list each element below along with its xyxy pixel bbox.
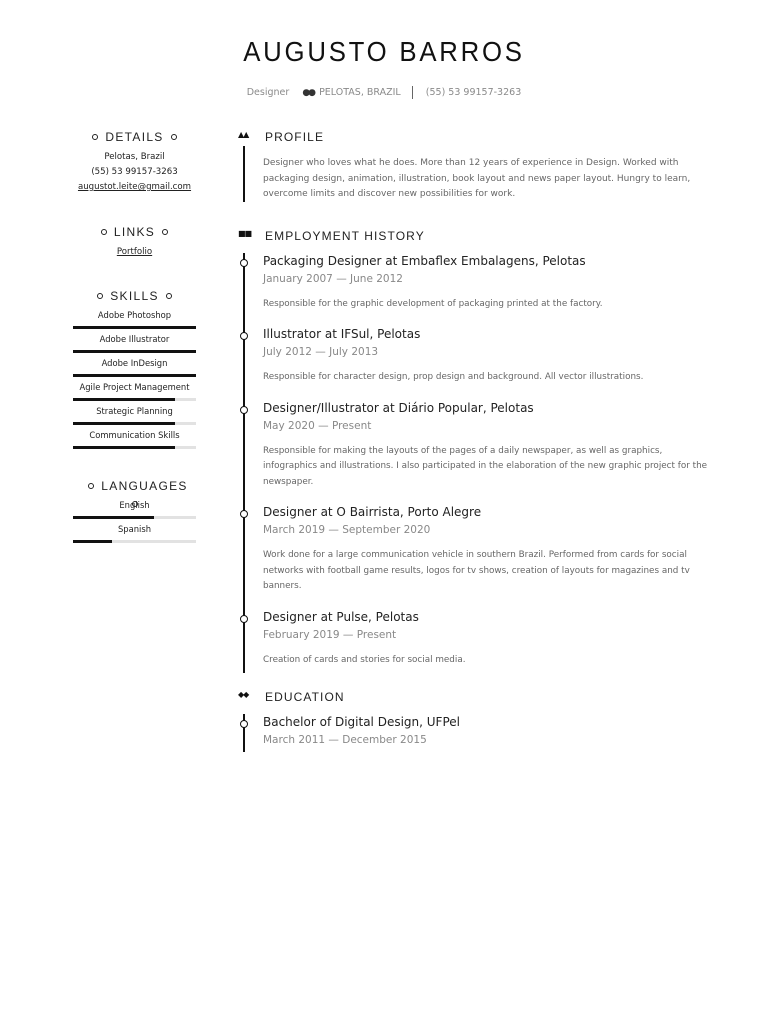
skill-level-bar — [73, 422, 196, 425]
entry-date: May 2020 — Present — [263, 419, 372, 432]
details-heading: DETAILS — [73, 128, 196, 146]
skill-item — [73, 428, 196, 449]
subheader — [0, 86, 768, 99]
skill-label: Adobe Illustrator — [99, 334, 170, 344]
entry-title: Packaging Designer at Embaflex Embalagens, Pelotas — [263, 253, 586, 268]
divider — [412, 86, 413, 99]
skill-item — [73, 380, 196, 401]
entry-date: March 2011 — December 2015 — [263, 734, 427, 746]
skill-level-fill — [73, 326, 196, 329]
entry-title: Bachelor of Digital Design, UFPel — [263, 715, 460, 729]
skill-label: Spanish — [117, 524, 152, 534]
role-text: Designer — [246, 87, 290, 98]
skill-label: Adobe InDesign — [101, 358, 168, 368]
portfolio-link[interactable]: Portfolio — [116, 247, 153, 257]
skills-heading: SKILLS — [73, 287, 196, 305]
skill-label: Strategic Planning — [96, 406, 173, 416]
timeline-node-icon — [240, 615, 248, 623]
skill-item — [73, 498, 196, 519]
entry-description: Responsible for the graphic development of packaging printed at the factory. — [263, 298, 603, 309]
skill-item — [73, 308, 196, 329]
employment-timeline — [238, 253, 708, 669]
phone-text: (55) 53 99157-3263 — [425, 87, 522, 98]
skill-level-fill — [73, 374, 196, 377]
entry-date: July 2012 — July 2013 — [263, 346, 379, 358]
skill-level-bar — [73, 540, 196, 543]
links-section — [73, 223, 196, 257]
entry-title: Designer at O Bairrista, Porto Alegre — [263, 505, 482, 519]
entry-title: Designer/Illustrator at Diário Popular, Pelotas — [263, 400, 534, 415]
skill-label: English — [119, 500, 150, 510]
resume-name: AUGUSTO BARROS — [243, 36, 525, 67]
location-pin-icon: ●● — [302, 87, 315, 98]
skill-item — [73, 332, 196, 353]
employment-heading: ■■ EMPLOYMENT HISTORY — [238, 228, 425, 243]
skills-section — [73, 287, 196, 449]
timeline-entry — [238, 609, 708, 669]
circle-icon — [88, 483, 94, 489]
entry-date: January 2007 — June 2012 — [263, 272, 403, 285]
graduation-cap-icon: ◆◆ — [238, 690, 249, 699]
skill-level-fill — [73, 422, 175, 425]
skill-label: Adobe Photoshop — [97, 310, 172, 320]
details-city: Pelotas, Brazil — [104, 152, 165, 162]
briefcase-icon: ■■ — [238, 228, 252, 238]
location-text: PELOTAS, BRAZIL — [319, 87, 401, 98]
skill-label: Communication Skills — [89, 430, 180, 440]
details-phone: (55) 53 99157-3263 — [91, 167, 178, 177]
skill-level-fill — [73, 398, 175, 401]
timeline-entry — [238, 504, 708, 595]
circle-icon — [97, 293, 103, 299]
details-block — [73, 150, 196, 195]
timeline-node-icon — [240, 720, 248, 728]
skill-level-bar — [73, 350, 196, 353]
circle-icon — [162, 229, 168, 235]
skill-level-bar — [73, 326, 196, 329]
profile-heading: ▲▲ PROFILE — [238, 130, 325, 144]
entry-title: Illustrator at IFSul, Pelotas — [263, 327, 421, 341]
entry-description: Creation of cards and stories for social media. — [263, 654, 466, 665]
skill-label: Agile Project Management — [79, 382, 190, 392]
skill-item — [73, 356, 196, 377]
left-column — [73, 128, 196, 543]
skill-item — [73, 522, 196, 543]
circle-icon — [92, 134, 98, 140]
timeline-node-icon — [240, 332, 248, 340]
education-heading: ◆◆ EDUCATION — [238, 690, 345, 704]
languages-section — [73, 477, 196, 543]
person-icon: ▲▲ — [238, 130, 249, 139]
circle-icon — [166, 293, 172, 299]
timeline-entry — [238, 253, 708, 313]
profile-timeline — [238, 146, 708, 213]
circle-icon — [101, 229, 107, 235]
entry-description: Work done for a large communication vehicle in southern Brazil. Performed from cards for social networks with football game results, logos for tv shows, creation of layouts for magazines and tv banners. — [263, 550, 690, 591]
skill-level-bar — [73, 374, 196, 377]
timeline-entry — [238, 326, 708, 386]
links-heading: LINKS — [73, 223, 196, 241]
timeline-node-icon — [240, 259, 248, 267]
skill-level-bar — [73, 398, 196, 401]
skill-level-bar — [73, 516, 196, 519]
entry-title: Designer at Pulse, Pelotas — [263, 609, 419, 624]
skill-level-bar — [73, 446, 196, 449]
timeline-node-icon — [240, 406, 248, 414]
skill-level-fill — [73, 350, 196, 353]
entry-date: March 2019 — September 2020 — [263, 524, 431, 536]
circle-icon — [171, 134, 177, 140]
timeline-entry — [238, 400, 708, 491]
timeline-entry — [238, 714, 708, 748]
entry-date: February 2019 — Present — [263, 628, 397, 641]
right-column — [238, 128, 708, 748]
timeline-node-icon — [240, 510, 248, 518]
entry-description: Responsible for character design, prop design and background. All vector illustrations. — [263, 372, 644, 382]
education-timeline — [238, 714, 708, 748]
details-email-link[interactable]: augustot.leite@gmail.com — [77, 182, 192, 192]
skill-level-fill — [73, 446, 175, 449]
languages-heading: LANGUAGES — [73, 477, 196, 495]
skill-item — [73, 404, 196, 425]
skill-level-fill — [73, 516, 154, 519]
profile-text: Designer who loves what he does. More than 12 years of experience in Design. Worked with packaging design, animation, illustration, book layout and news paper layout. Hungry to learn, overcome limits and discover new possibilities for work. — [263, 158, 691, 199]
skill-level-fill — [73, 540, 112, 543]
entry-description: Responsible for making the layouts of the pages of a daily newspaper, as well as graphics, infographics and illustrations. I also participated in the elaboration of the new graphic project for the newspaper. — [263, 445, 708, 487]
